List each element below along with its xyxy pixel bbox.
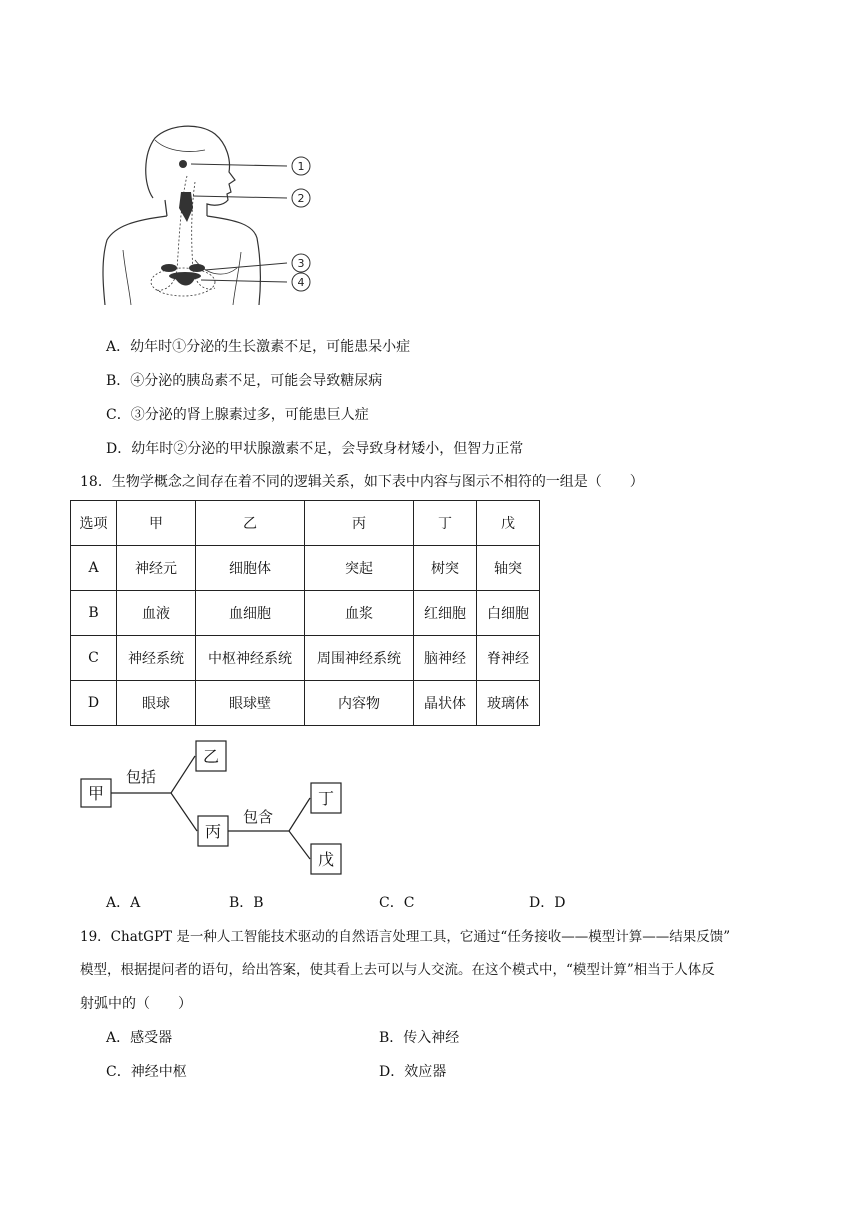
table-cell: 细胞体 xyxy=(196,546,305,591)
table-cell: 树突 xyxy=(414,546,477,591)
option-label: B． xyxy=(379,1030,404,1046)
header-cell: 丁 xyxy=(414,501,477,546)
option-text: 幼年时①分泌的生长激素不足，可能患呆小症 xyxy=(130,339,411,355)
option-text: 幼年时②分泌的甲状腺激素不足，会导致身材矮小，但智力正常 xyxy=(131,441,524,457)
table-cell: A xyxy=(71,546,117,591)
table-row xyxy=(71,546,540,591)
concept-relation-diagram xyxy=(78,738,348,876)
table-cell: 轴突 xyxy=(477,546,540,591)
option-label: B． xyxy=(229,895,254,911)
table-header-row xyxy=(71,501,540,546)
option-text: 传入神经 xyxy=(403,1030,460,1046)
option-label: C． xyxy=(106,1064,131,1080)
q18-stem: 18．生物学概念之间存在着不同的逻辑关系，如下表中内容与图示不相符的一组是（ ） xyxy=(80,474,644,490)
table-row xyxy=(71,636,540,681)
diagram-jia-label: 甲 xyxy=(87,784,105,803)
table-cell: 玻璃体 xyxy=(477,681,540,726)
option-text: A xyxy=(130,895,141,911)
marker-3: 3 xyxy=(297,257,305,270)
table-cell: 血液 xyxy=(117,591,196,636)
diagram-include-label-1: 包括 xyxy=(125,768,157,786)
q19-option-b[interactable] xyxy=(379,1028,459,1048)
option-label: B． xyxy=(106,373,131,389)
header-cell: 选项 xyxy=(71,501,117,546)
table-cell: 眼球壁 xyxy=(196,681,305,726)
header-cell: 戊 xyxy=(477,501,540,546)
q18-option-d[interactable] xyxy=(529,893,565,913)
q19-stem-line-2: 模型，根据提问者的语句，给出答案，使其看上去可以与人交流。在这个模式中，“模型计算”相当于人体反 xyxy=(80,962,715,978)
q19-stem-line-1: 19．ChatGPT 是一种人工智能技术驱动的自然语言处理工具，它通过“任务接收——模型计算——结果反馈” xyxy=(80,929,731,945)
option-label: C． xyxy=(106,407,131,423)
table-cell: 血浆 xyxy=(305,591,414,636)
table-cell: 突起 xyxy=(305,546,414,591)
header-cell: 乙 xyxy=(196,501,305,546)
q17-option-d[interactable] xyxy=(106,439,523,459)
option-text: 效应器 xyxy=(404,1064,447,1080)
option-text: ④分泌的胰岛素不足，可能会导致糖尿病 xyxy=(130,373,383,389)
option-text: D xyxy=(554,895,566,911)
option-label: D． xyxy=(529,895,555,911)
option-text: B xyxy=(253,895,264,911)
marker-1: 1 xyxy=(297,160,305,173)
endocrine-anatomy-figure xyxy=(95,120,325,305)
diagram-include-label-2: 包含 xyxy=(242,808,274,826)
q19-option-c[interactable] xyxy=(106,1062,187,1082)
diagram-bing-label: 丙 xyxy=(204,822,222,841)
option-label: C． xyxy=(379,895,404,911)
table-cell: B xyxy=(71,591,117,636)
marker-4: 4 xyxy=(297,276,305,289)
diagram-wu-label: 戊 xyxy=(317,850,335,869)
option-text: C xyxy=(403,895,415,911)
table-cell: 神经系统 xyxy=(117,636,196,681)
table-row xyxy=(71,681,540,726)
table-cell: 周围神经系统 xyxy=(305,636,414,681)
q18-option-a[interactable] xyxy=(106,893,140,913)
option-label: D． xyxy=(379,1064,405,1080)
table-cell: 晶状体 xyxy=(414,681,477,726)
option-label: A． xyxy=(106,1030,131,1046)
header-cell: 甲 xyxy=(117,501,196,546)
table-cell: D xyxy=(71,681,117,726)
table-row xyxy=(71,591,540,636)
table-cell: 白细胞 xyxy=(477,591,540,636)
q18-concept-table xyxy=(70,500,540,726)
q17-option-c[interactable] xyxy=(106,405,369,425)
table-cell: 血细胞 xyxy=(196,591,305,636)
table-cell: C xyxy=(71,636,117,681)
option-label: D． xyxy=(106,441,132,457)
option-text: 神经中枢 xyxy=(130,1064,187,1080)
q17-option-b[interactable] xyxy=(106,371,382,391)
q19-option-a[interactable] xyxy=(106,1028,172,1048)
table-cell: 脊神经 xyxy=(477,636,540,681)
table-cell: 红细胞 xyxy=(414,591,477,636)
table-cell: 脑神经 xyxy=(414,636,477,681)
option-label: A． xyxy=(106,339,131,355)
q17-option-a[interactable] xyxy=(106,337,410,357)
table-cell: 内容物 xyxy=(305,681,414,726)
diagram-yi-label: 乙 xyxy=(202,747,220,766)
q19-stem-line-3: 射弧中的（ ） xyxy=(80,996,192,1012)
q19-option-d[interactable] xyxy=(379,1062,446,1082)
table-cell: 眼球 xyxy=(117,681,196,726)
table-cell: 中枢神经系统 xyxy=(196,636,305,681)
table-cell: 神经元 xyxy=(117,546,196,591)
diagram-ding-label: 丁 xyxy=(317,789,335,808)
option-text: ③分泌的肾上腺素过多，可能患巨人症 xyxy=(130,407,369,423)
q18-option-c[interactable] xyxy=(379,893,414,913)
option-label: A． xyxy=(106,895,131,911)
marker-2: 2 xyxy=(297,192,305,205)
header-cell: 丙 xyxy=(305,501,414,546)
q18-option-b[interactable] xyxy=(229,893,264,913)
option-text: 感受器 xyxy=(130,1030,173,1046)
